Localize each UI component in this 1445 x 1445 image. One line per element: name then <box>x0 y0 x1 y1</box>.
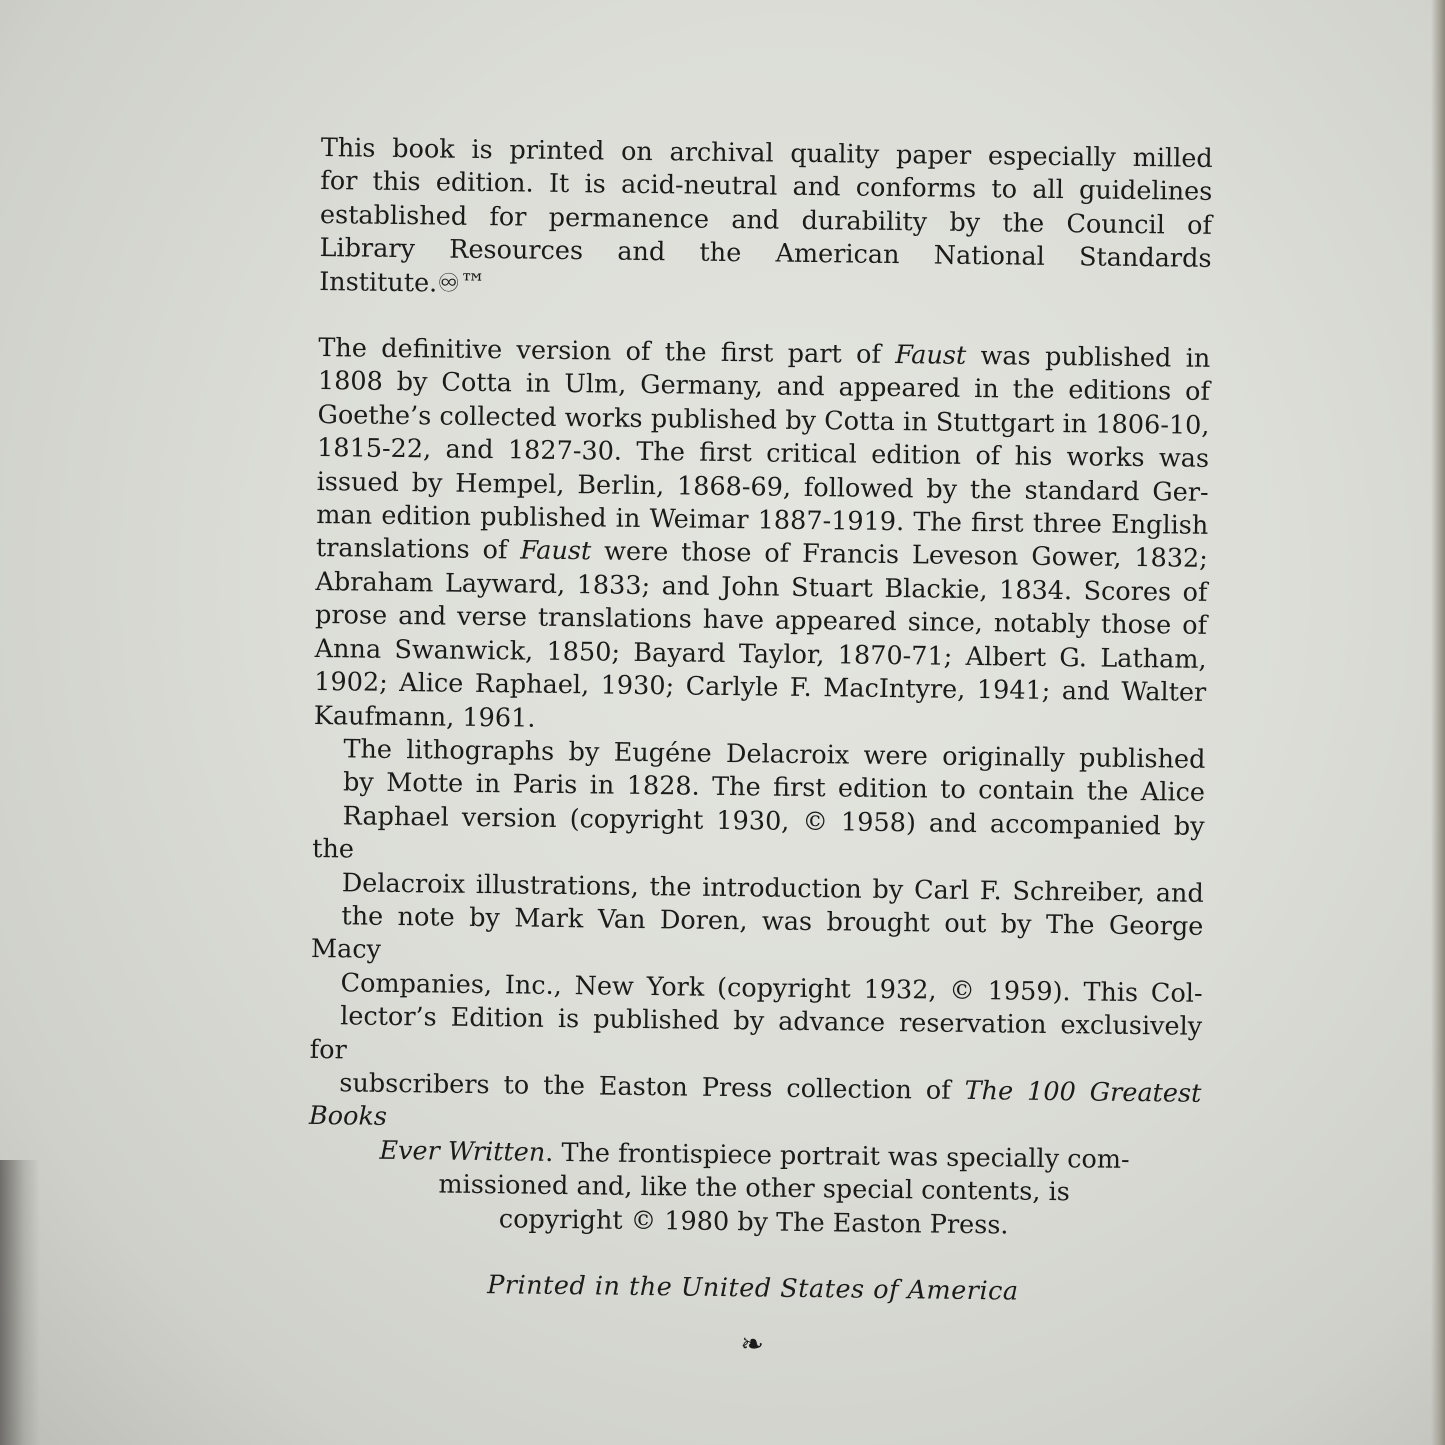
text-run: . The frontispiece portrait was specially com- <box>545 1137 1130 1175</box>
text-line: lector’s Edition is published by advance reservation exclusively for <box>309 1001 1203 1065</box>
text-line: Companies, Inc., New York (copyright 1932, © 1959). This Col- <box>340 968 1203 1009</box>
fleuron-icon: ❧ <box>740 1327 765 1361</box>
text-line: 1815-22, and 1827-30. The first critical edition of his works was <box>316 433 1210 475</box>
text-line: Library Resources and the American National Standards <box>319 233 1212 275</box>
text-line: This book is printed on archival quality paper especially milled <box>320 132 1213 174</box>
text-line: missioned and, like the other special contents, is <box>438 1169 1070 1208</box>
text-line: issued by Hempel, Berlin, 1868-69, followed by the standard Ger- <box>316 466 1209 508</box>
text-line: prose and verse translations have appeared since, notably those of <box>314 600 1208 642</box>
centered-closing-lines <box>308 1134 1201 1245</box>
text-run: subscribers to the Easton Press collection of <box>339 1068 965 1106</box>
italic-title: Ever Written <box>379 1135 546 1168</box>
text-line: 1808 by Cotta in Ulm, Germany, and appeared in the editions of <box>317 366 1211 408</box>
italic-title: Faust <box>520 535 592 567</box>
text-line: Abraham Layward, 1833; and John Stuart Blackie, 1834. Scores of <box>315 566 1208 608</box>
text-line: Anna Swanwick, 1850; Bayard Taylor, 1870-71; Albert G. Latham, <box>314 633 1207 675</box>
text-line: The lithographs by Eugéne Delacroix were originally published <box>343 734 1206 775</box>
text-line: Institute.♾™ <box>318 266 486 299</box>
page-edge <box>1431 0 1445 1445</box>
text-run: was published in <box>966 340 1211 374</box>
text-line: Kaufmann, 1961. <box>313 700 536 734</box>
text-line: copyright © 1980 by The Easton Press. <box>498 1203 1009 1241</box>
text-line: for this edition. It is acid-neutral and conforms to all guidelines <box>320 166 1213 208</box>
italic-title: The 100 Greatest Books <box>308 1075 1202 1133</box>
text-line: man edition published in Weimar 1887-1919. The first three English <box>316 500 1209 541</box>
italic-title: Faust <box>895 340 967 371</box>
text-line: the note by Mark Van Doren, was brought out by The George Macy <box>310 901 1204 966</box>
text-line: Raphael version (copyright 1930, © 1958) and accompanied by the <box>312 801 1205 865</box>
colophon-text <box>306 132 1213 1367</box>
text-line: by Motte in Paris in 1828. The first edition to contain the Alice <box>342 767 1206 809</box>
text-line: established for permanence and durability by the Council of <box>319 199 1213 241</box>
archival-paper-paragraph <box>319 132 1213 310</box>
text-run: translations of <box>315 533 521 566</box>
text-line: Delacroix illustrations, the introduction by Carl F. Schreiber, and <box>341 867 1204 909</box>
publication-history-paragraph <box>314 332 1211 744</box>
printed-in-imprint: Printed in the United States of America <box>487 1270 1019 1307</box>
lithographs-paragraph <box>309 733 1206 1145</box>
page-shadow <box>0 1160 40 1445</box>
text-line: Goethe’s collected works published by Cotta in Stuttgart in 1806-10, <box>317 399 1210 441</box>
text-line <box>309 1067 1202 1145</box>
text-line: 1902; Alice Raphael, 1930; Carlyle F. MacIntyre, 1941; and Walter <box>314 667 1207 708</box>
text-run: The definitive version of the first part of <box>318 333 896 371</box>
text-run: were those of Francis Leveson Gower, 1832; <box>591 536 1209 575</box>
